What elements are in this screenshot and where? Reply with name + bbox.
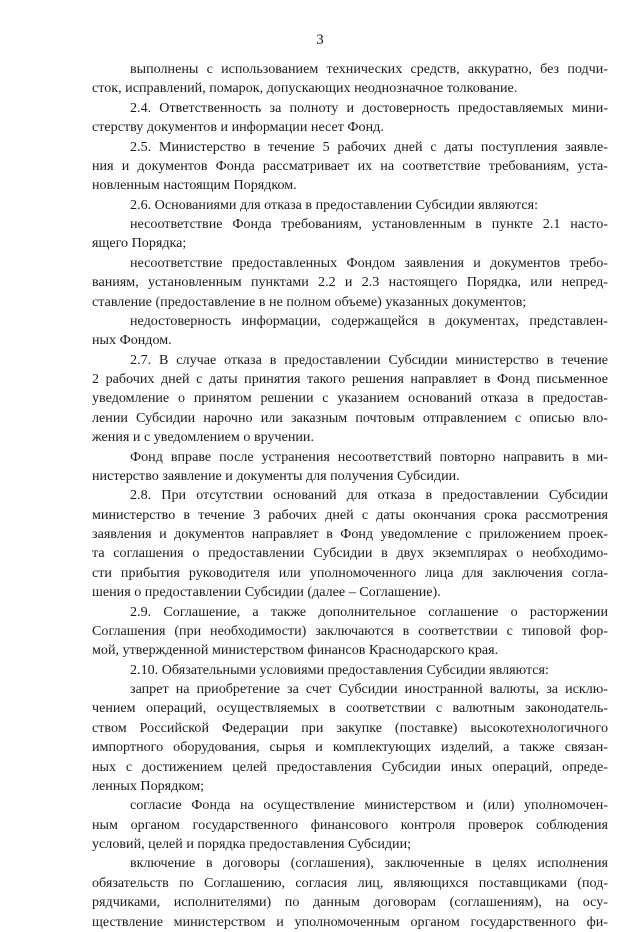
text-line: новленным настоящим Порядком. xyxy=(92,177,297,194)
text-line: уведомление о принятом решении с указанием оснований отказа в предостав- xyxy=(92,390,608,407)
text-line: 2.5. Министерство в течение 5 рабочих дней с даты поступления заявле- xyxy=(130,138,608,155)
text-line: шения о предоставлении Субсидии (далее – Соглашение). xyxy=(92,584,441,601)
text-line: согласие Фонда на осуществление министерством и (или) уполномочен- xyxy=(130,797,608,814)
text-line: Соглашения (при необходимости) заключаются в соответствии с типовой фор- xyxy=(92,622,608,639)
text-line: ящего Порядка; xyxy=(92,235,187,252)
text-line: импортного оборудования, сырья и комплектующих изделий, а также связан- xyxy=(92,739,608,756)
text-line: ваниям, установленным пунктами 2.2 и 2.3 настоящего Порядка, или непред- xyxy=(92,274,608,291)
text-line: та соглашения о предоставлении Субсидии в двух экземплярах о необходимо- xyxy=(92,545,608,562)
text-line: ством Российской Федерации при закупке (поставке) высокотехнологичного xyxy=(92,719,608,736)
text-line: министерство в течение 3 рабочих дней с даты окончания срока рассмотрения xyxy=(92,506,608,523)
document-body xyxy=(92,60,608,932)
text-line: ния и документов Фонда рассматривает их на соответствие требованиям, уста- xyxy=(92,157,608,174)
text-line: 2.8. При отсутствии оснований для отказа в предоставлении Субсидии xyxy=(130,487,608,504)
text-line: несоответствие Фонда требованиям, установленным в пункте 2.1 насто- xyxy=(130,216,608,232)
text-line: нистерство заявление и документы для получения Субсидии. xyxy=(92,467,460,484)
text-line: жения и с уведомлением о вручении. xyxy=(92,429,314,446)
text-line: ществление министерством и уполномоченным органом государственного фи- xyxy=(92,913,608,930)
text-line: запрет на приобретение за счет Субсидии иностранной валюты, за исклю- xyxy=(130,681,608,697)
text-line: Фонд вправе после устранения несоответствий повторно направить в ми- xyxy=(130,448,608,465)
text-line: чением операций, осуществляемых в соответствии с валютным законодатель- xyxy=(92,700,608,717)
text-line: рядчиками, исполнителями) по данным договорам (соглашениям), на осу- xyxy=(92,894,608,911)
text-line: сти прибытия руководителя или уполномоченного лица для заключения согла- xyxy=(92,564,608,581)
text-line: мой, утвержденной министерством финансов Краснодарского края. xyxy=(92,642,499,659)
text-line: 2.10. Обязательными условиями предоставления Субсидии являются: xyxy=(130,661,549,678)
text-line: 2.9. Соглашение, а также дополнительное соглашение о расторжении xyxy=(130,603,608,620)
text-line: ставление (предоставление в не полном объеме) указанных документов; xyxy=(92,293,527,310)
text-line: 2.4. Ответственность за полноту и достоверность предоставляемых мини- xyxy=(130,99,608,116)
text-line: несоответствие предоставленных Фондом заявления и документов требо- xyxy=(130,254,608,271)
text-line: сток, исправлений, помарок, допускающих неоднозначное толкование. xyxy=(92,80,518,97)
text-line: 2.7. В случае отказа в предоставлении Субсидии министерство в течение xyxy=(130,351,608,368)
text-line: заявления и документов направляет в Фонд уведомление с приложением проек- xyxy=(92,526,608,542)
text-line: ным органом государственного финансового контроля проверок соблюдения xyxy=(92,816,608,833)
page-number: 3 xyxy=(316,32,324,48)
text-line: выполнены с использованием технических средств, аккуратно, без подчи- xyxy=(130,61,608,77)
text-line: обязательств по Соглашению, согласия лиц, являющихся поставщиками (под- xyxy=(92,874,608,891)
text-line: 2 рабочих дней с даты принятия такого решения направляет в Фонд письменное xyxy=(92,371,608,387)
text-line: ных с достижением целей предоставления Субсидии иных операций, опреде- xyxy=(92,758,608,775)
text-line: включение в договоры (соглашения), заключенные в целях исполнения xyxy=(130,855,608,872)
text-line: ленных Порядком; xyxy=(92,777,205,794)
text-line: стерству документов и информации несет Фонд. xyxy=(92,119,384,136)
text-line: лении Субсидии нарочно или заказным почтовым отправлением с описью вло- xyxy=(92,409,608,426)
text-line: 2.6. Основаниями для отказа в предоставлении Субсидии являются: xyxy=(130,196,539,213)
text-line: ных Фондом. xyxy=(92,332,172,349)
text-line: условий, целей и порядка предоставления Субсидии; xyxy=(92,836,412,852)
text-line: недостоверность информации, содержащейся в документах, представлен- xyxy=(130,312,608,329)
